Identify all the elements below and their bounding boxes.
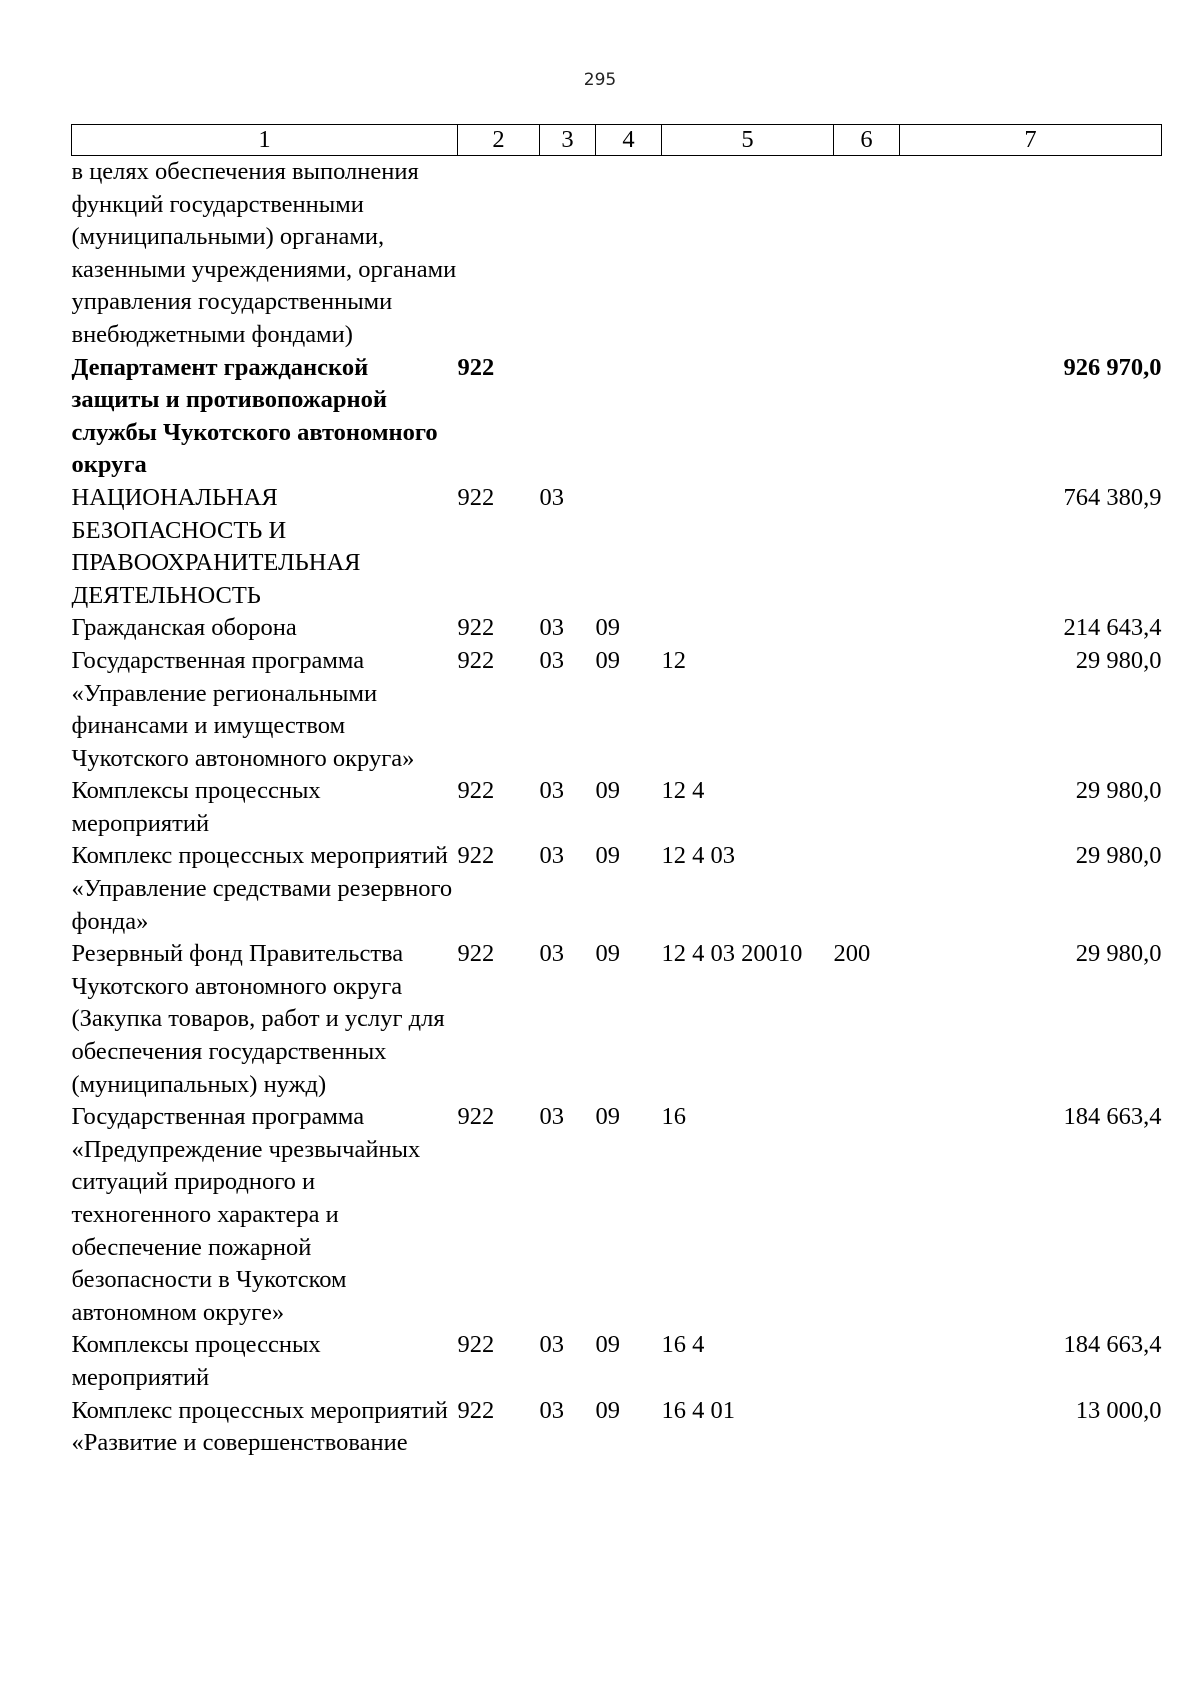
table-row: [72, 938, 1162, 1101]
cell-section-code: 03: [539, 1331, 564, 1359]
cell-row-name: Государственная программа «Управление региональными финансами и имуществом Чукотского автономного округа»: [71, 646, 415, 772]
cell-section-code: 03: [539, 1396, 564, 1424]
cell-amount: 29 980,0: [1075, 940, 1162, 968]
table-row: [72, 775, 1162, 840]
cell-subsection-code: [596, 352, 662, 482]
cell-row-name: НАЦИОНАЛЬНАЯ БЕЗОПАСНОСТЬ И ПРАВООХРАНИТЕЛЬНАЯ ДЕЯТЕЛЬНОСТЬ: [71, 483, 361, 609]
header-col-4: 4: [596, 125, 662, 156]
cell-amount: 184 663,4: [1063, 1331, 1162, 1359]
cell-target-article-code: 12 4 03 20010: [661, 940, 803, 968]
table-row: [72, 482, 1162, 612]
cell-section-code: [540, 156, 596, 352]
cell-expense-type-code: [834, 1329, 900, 1394]
table-row: [72, 840, 1162, 938]
cell-ministry-code: 922: [457, 777, 495, 805]
cell-ministry-code: 922: [457, 1396, 495, 1424]
cell-amount: 29 980,0: [1075, 842, 1162, 870]
cell-subsection-code: [596, 156, 662, 352]
table-header: [72, 125, 1162, 156]
table-row: [72, 1329, 1162, 1394]
header-col-5: 5: [662, 125, 834, 156]
cell-expense-type-code: [834, 775, 900, 840]
cell-subsection-code: 09: [595, 614, 620, 642]
table-row: [72, 1395, 1162, 1460]
cell-expense-type-code: 200: [833, 940, 871, 968]
cell-expense-type-code: [834, 1101, 900, 1329]
cell-target-article-code: [662, 156, 834, 352]
cell-amount: 29 980,0: [1075, 646, 1162, 674]
cell-row-name: Гражданская оборона: [71, 614, 297, 642]
cell-target-article-code: 12 4 03: [661, 842, 735, 870]
cell-target-article-code: [662, 352, 834, 482]
cell-row-name: Комплекс процессных мероприятий «Развитие и совершенствование: [71, 1396, 448, 1457]
cell-subsection-code: 09: [595, 1103, 620, 1131]
cell-ministry-code: 922: [457, 483, 495, 511]
cell-ministry-code: 922: [457, 614, 495, 642]
cell-expense-type-code: [834, 156, 900, 352]
cell-amount: 214 643,4: [1063, 614, 1162, 642]
cell-section-code: 03: [539, 940, 564, 968]
cell-section-code: 03: [539, 483, 564, 511]
cell-subsection-code: 09: [595, 646, 620, 674]
cell-row-name: Комплексы процессных мероприятий: [71, 777, 321, 837]
cell-target-article-code: 16: [661, 1103, 686, 1131]
cell-expense-type-code: [834, 612, 900, 645]
header-row: [72, 125, 1162, 156]
cell-ministry-code: 922: [457, 940, 495, 968]
cell-expense-type-code: [834, 1395, 900, 1460]
cell-section-code: [540, 352, 596, 482]
cell-expense-type-code: [834, 482, 900, 612]
cell-row-name: Резервный фонд Правительства Чукотского автономного округа (Закупка товаров, работ и услуг для обеспечения государственных (муниципальных) нужд): [71, 940, 445, 1098]
table-row: [72, 352, 1162, 482]
cell-target-article-code: 12 4: [661, 777, 705, 805]
cell-target-article-code: 12: [661, 646, 686, 674]
cell-subsection-code: 09: [595, 940, 620, 968]
cell-section-code: 03: [539, 1103, 564, 1131]
table-body: [72, 156, 1162, 1460]
cell-amount: 764 380,9: [1063, 483, 1162, 511]
cell-subsection-code: 09: [595, 777, 620, 805]
cell-subsection-code: 09: [595, 842, 620, 870]
cell-subsection-code: 09: [595, 1396, 620, 1424]
table-row: [72, 1101, 1162, 1329]
table-row: [72, 612, 1162, 645]
cell-ministry-code: 922: [457, 646, 495, 674]
cell-subsection-code: [596, 482, 662, 612]
cell-ministry-code: 922: [457, 353, 495, 381]
cell-ministry-code: 922: [457, 842, 495, 870]
cell-subsection-code: 09: [595, 1331, 620, 1359]
cell-amount: [900, 156, 1162, 352]
cell-section-code: 03: [539, 842, 564, 870]
cell-section-code: 03: [539, 777, 564, 805]
cell-expense-type-code: [834, 645, 900, 775]
cell-amount: 926 970,0: [1063, 353, 1162, 381]
header-col-3: 3: [540, 125, 596, 156]
page-number: 295: [583, 70, 617, 90]
cell-target-article-code: 16 4 01: [661, 1396, 735, 1424]
cell-row-name: Департамент гражданской защиты и противопожарной службы Чукотского автономного округа: [71, 353, 438, 479]
cell-amount: 184 663,4: [1063, 1103, 1162, 1131]
table-row: [72, 156, 1162, 352]
cell-row-name: Государственная программа «Предупреждение чрезвычайных ситуаций природного и техногенного характера и обеспечение пожарной безопасности в Чукотском автономном округе»: [71, 1103, 421, 1326]
cell-target-article-code: 16 4: [661, 1331, 705, 1359]
table-row: [72, 645, 1162, 775]
cell-target-article-code: [662, 482, 834, 612]
cell-row-name: Комплекс процессных мероприятий «Управление средствами резервного фонда»: [71, 842, 453, 935]
cell-ministry-code: [458, 156, 540, 352]
cell-expense-type-code: [834, 352, 900, 482]
cell-ministry-code: 922: [457, 1331, 495, 1359]
header-col-1: 1: [72, 125, 458, 156]
header-col-2: 2: [458, 125, 540, 156]
cell-amount: 13 000,0: [1075, 1396, 1162, 1424]
cell-section-code: 03: [539, 614, 564, 642]
header-col-6: 6: [834, 125, 900, 156]
header-col-7: 7: [900, 125, 1162, 156]
budget-table: [71, 124, 1162, 1460]
cell-row-name: Комплексы процессных мероприятий: [71, 1331, 321, 1391]
cell-amount: 29 980,0: [1075, 777, 1162, 805]
cell-row-name: в целях обеспечения выполнения функций государственными (муниципальными) органами, казенными учреждениями, органами управления государственными внебюджетными фондами): [71, 158, 457, 348]
cell-target-article-code: [662, 612, 834, 645]
cell-ministry-code: 922: [457, 1103, 495, 1131]
cell-section-code: 03: [539, 646, 564, 674]
cell-expense-type-code: [834, 840, 900, 938]
